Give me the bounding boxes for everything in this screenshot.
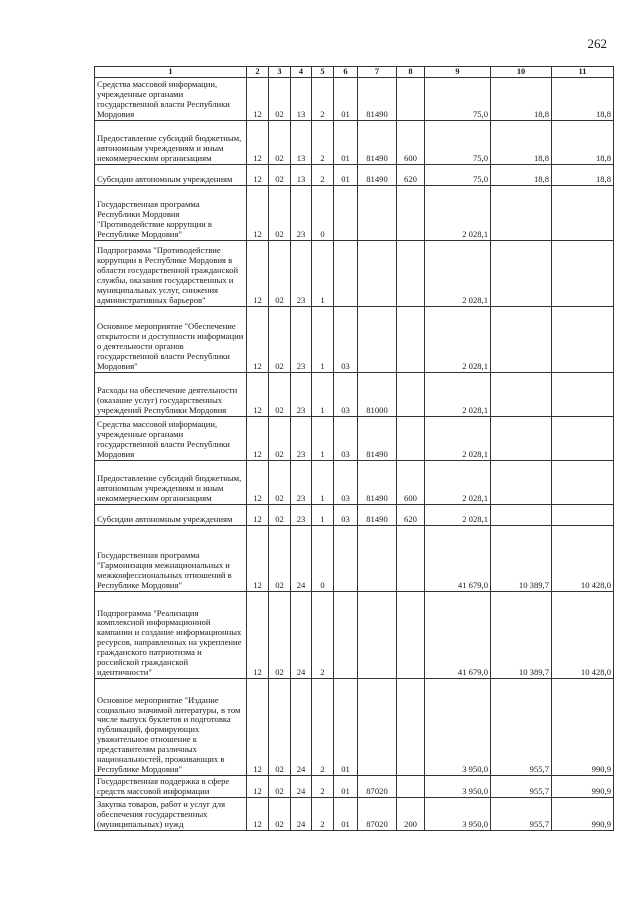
column-header-4: 4 <box>291 67 312 78</box>
cell-event <box>334 591 358 678</box>
cell-pr: 02 <box>269 306 291 372</box>
table-row <box>95 306 614 372</box>
cell-sum-2019: 41 679,0 <box>425 591 491 678</box>
cell-subprogram: 2 <box>312 775 334 797</box>
row-name: Субсидии автономным учреждениям <box>95 164 247 185</box>
cell-rz: 12 <box>247 525 269 591</box>
cell-subprogram: 0 <box>312 525 334 591</box>
cell-subprogram: 1 <box>312 306 334 372</box>
cell-direction <box>358 306 397 372</box>
cell-event: 03 <box>334 372 358 416</box>
cell-vr: 600 <box>397 460 425 504</box>
cell-sum-2021: 18,8 <box>552 77 614 120</box>
cell-sum-2020 <box>491 416 552 460</box>
cell-direction: 81000 <box>358 372 397 416</box>
cell-rz: 12 <box>247 77 269 120</box>
cell-sum-2021: 18,8 <box>552 120 614 164</box>
column-header-1: 1 <box>95 67 247 78</box>
cell-vr <box>397 240 425 306</box>
cell-sum-2019: 2 028,1 <box>425 306 491 372</box>
cell-sum-2021: 990,9 <box>552 678 614 775</box>
cell-sum-2019: 2 028,1 <box>425 372 491 416</box>
cell-event: 01 <box>334 120 358 164</box>
cell-rz: 12 <box>247 164 269 185</box>
column-header-9: 9 <box>425 67 491 78</box>
cell-pr: 02 <box>269 416 291 460</box>
cell-sum-2021: 10 428,0 <box>552 591 614 678</box>
cell-event: 01 <box>334 164 358 185</box>
cell-sum-2021: 10 428,0 <box>552 525 614 591</box>
cell-pr: 02 <box>269 240 291 306</box>
cell-pr: 02 <box>269 525 291 591</box>
cell-vr <box>397 185 425 240</box>
cell-direction: 81490 <box>358 416 397 460</box>
cell-sum-2021 <box>552 185 614 240</box>
cell-subprogram: 1 <box>312 460 334 504</box>
cell-sum-2020: 955,7 <box>491 678 552 775</box>
cell-rz: 12 <box>247 120 269 164</box>
cell-direction <box>358 525 397 591</box>
cell-pr: 02 <box>269 504 291 525</box>
cell-subprogram: 1 <box>312 416 334 460</box>
row-name: Средства массовой информации, учрежденные органами государственной власти Республики Мордовия <box>95 416 247 460</box>
cell-sum-2021 <box>552 240 614 306</box>
cell-subprogram: 0 <box>312 185 334 240</box>
cell-program: 24 <box>291 775 312 797</box>
cell-program: 24 <box>291 797 312 830</box>
cell-pr: 02 <box>269 120 291 164</box>
table-row <box>95 525 614 591</box>
cell-rz: 12 <box>247 240 269 306</box>
row-name: Основное мероприятие "Обеспечение открытости и доступности информации о деятельности органов государственной власти Республики Мордовия" <box>95 306 247 372</box>
cell-program: 23 <box>291 372 312 416</box>
cell-sum-2020 <box>491 504 552 525</box>
cell-sum-2020: 10 389,7 <box>491 591 552 678</box>
cell-sum-2019: 2 028,1 <box>425 240 491 306</box>
cell-direction: 87020 <box>358 775 397 797</box>
table-header <box>95 67 614 78</box>
cell-rz: 12 <box>247 372 269 416</box>
row-name: Основное мероприятие "Издание социально значимой литературы, в том числе выпуск буклетов и подготовка публикаций, формирующих уважительное отношение к представителям различных национальностей, проживающих в Республике Мордовия" <box>95 678 247 775</box>
cell-direction <box>358 185 397 240</box>
cell-direction: 81490 <box>358 77 397 120</box>
cell-event: 01 <box>334 775 358 797</box>
row-name: Государственная программа Республики Мордовия "Противодействие коррупции в Республике Мордовия" <box>95 185 247 240</box>
cell-sum-2020 <box>491 240 552 306</box>
cell-sum-2019: 3 950,0 <box>425 678 491 775</box>
cell-subprogram: 2 <box>312 797 334 830</box>
cell-direction <box>358 678 397 775</box>
cell-rz: 12 <box>247 797 269 830</box>
cell-subprogram: 2 <box>312 678 334 775</box>
cell-direction: 81490 <box>358 120 397 164</box>
column-header-8: 8 <box>397 67 425 78</box>
column-header-2: 2 <box>247 67 269 78</box>
cell-direction <box>358 591 397 678</box>
cell-subprogram: 2 <box>312 164 334 185</box>
column-header-10: 10 <box>491 67 552 78</box>
cell-vr: 620 <box>397 504 425 525</box>
cell-sum-2019: 2 028,1 <box>425 185 491 240</box>
cell-vr <box>397 591 425 678</box>
cell-sum-2021: 990,9 <box>552 775 614 797</box>
cell-pr: 02 <box>269 164 291 185</box>
table-row <box>95 164 614 185</box>
cell-rz: 12 <box>247 185 269 240</box>
cell-sum-2020: 18,8 <box>491 77 552 120</box>
cell-program: 23 <box>291 460 312 504</box>
budget-table <box>94 66 614 831</box>
table-row <box>95 120 614 164</box>
cell-sum-2020 <box>491 185 552 240</box>
cell-sum-2020 <box>491 460 552 504</box>
cell-program: 13 <box>291 77 312 120</box>
cell-program: 24 <box>291 525 312 591</box>
table-row <box>95 460 614 504</box>
cell-pr: 02 <box>269 678 291 775</box>
cell-program: 23 <box>291 504 312 525</box>
cell-program: 23 <box>291 185 312 240</box>
cell-vr <box>397 306 425 372</box>
cell-rz: 12 <box>247 460 269 504</box>
table-row <box>95 372 614 416</box>
row-name: Предоставление субсидий бюджетным, автономным учреждениям и иным некоммерческим организациям <box>95 120 247 164</box>
cell-pr: 02 <box>269 591 291 678</box>
cell-sum-2021: 18,8 <box>552 164 614 185</box>
row-name: Подпрограмма "Противодействие коррупции в Республике Мордовия в области государственной гражданской службы, оказания государственных и муниципальных услуг, снижения административных барьеров" <box>95 240 247 306</box>
cell-vr <box>397 678 425 775</box>
cell-subprogram: 2 <box>312 591 334 678</box>
cell-subprogram: 2 <box>312 120 334 164</box>
cell-direction: 81490 <box>358 504 397 525</box>
cell-event: 03 <box>334 306 358 372</box>
cell-program: 13 <box>291 164 312 185</box>
cell-vr: 620 <box>397 164 425 185</box>
row-name: Субсидии автономным учреждениям <box>95 504 247 525</box>
cell-event: 01 <box>334 77 358 120</box>
table-row <box>95 185 614 240</box>
cell-pr: 02 <box>269 775 291 797</box>
cell-sum-2021 <box>552 504 614 525</box>
table-row <box>95 797 614 830</box>
cell-program: 24 <box>291 591 312 678</box>
cell-pr: 02 <box>269 460 291 504</box>
table-row <box>95 77 614 120</box>
cell-vr: 600 <box>397 120 425 164</box>
cell-sum-2020: 18,8 <box>491 120 552 164</box>
cell-sum-2020: 10 389,7 <box>491 525 552 591</box>
cell-pr: 02 <box>269 77 291 120</box>
cell-sum-2019: 2 028,1 <box>425 504 491 525</box>
cell-rz: 12 <box>247 306 269 372</box>
table-body <box>95 77 614 830</box>
cell-sum-2020 <box>491 306 552 372</box>
cell-sum-2019: 2 028,1 <box>425 416 491 460</box>
cell-program: 24 <box>291 678 312 775</box>
table-row <box>95 504 614 525</box>
cell-sum-2020: 955,7 <box>491 797 552 830</box>
column-header-5: 5 <box>312 67 334 78</box>
cell-program: 13 <box>291 120 312 164</box>
cell-sum-2021 <box>552 306 614 372</box>
cell-sum-2019: 75,0 <box>425 164 491 185</box>
cell-rz: 12 <box>247 504 269 525</box>
cell-subprogram: 1 <box>312 372 334 416</box>
cell-event <box>334 525 358 591</box>
cell-sum-2019: 2 028,1 <box>425 460 491 504</box>
cell-vr <box>397 77 425 120</box>
column-header-6: 6 <box>334 67 358 78</box>
cell-pr: 02 <box>269 797 291 830</box>
cell-pr: 02 <box>269 185 291 240</box>
cell-event: 03 <box>334 416 358 460</box>
cell-direction: 81490 <box>358 164 397 185</box>
cell-direction: 81490 <box>358 460 397 504</box>
row-name: Предоставление субсидий бюджетным, автономным учреждениям и иным некоммерческим организациям <box>95 460 247 504</box>
table-row <box>95 775 614 797</box>
row-name: Подпрограмма "Реализация комплексной информационной кампании и создание информационных ресурсов, направленных на укрепление гражданского патриотизма и российской гражданской идентичности" <box>95 591 247 678</box>
cell-subprogram: 1 <box>312 504 334 525</box>
cell-rz: 12 <box>247 775 269 797</box>
row-name: Государственная поддержка в сфере средств массовой информации <box>95 775 247 797</box>
table-row <box>95 240 614 306</box>
cell-event: 03 <box>334 460 358 504</box>
cell-subprogram: 1 <box>312 240 334 306</box>
cell-event <box>334 240 358 306</box>
header-row <box>95 67 614 78</box>
table-row <box>95 678 614 775</box>
cell-sum-2020: 18,8 <box>491 164 552 185</box>
column-header-11: 11 <box>552 67 614 78</box>
table-row <box>95 591 614 678</box>
cell-subprogram: 2 <box>312 77 334 120</box>
cell-sum-2021 <box>552 460 614 504</box>
cell-vr <box>397 775 425 797</box>
cell-sum-2021: 990,9 <box>552 797 614 830</box>
cell-event: 03 <box>334 504 358 525</box>
cell-rz: 12 <box>247 591 269 678</box>
cell-sum-2019: 3 950,0 <box>425 797 491 830</box>
cell-event: 01 <box>334 678 358 775</box>
cell-sum-2019: 75,0 <box>425 77 491 120</box>
row-name: Средства массовой информации, учрежденные органами государственной власти Республики Мордовия <box>95 77 247 120</box>
table-row <box>95 416 614 460</box>
column-header-7: 7 <box>358 67 397 78</box>
cell-sum-2020: 955,7 <box>491 775 552 797</box>
row-name: Расходы на обеспечение деятельности (оказание услуг) государственных учреждений Республики Мордовия <box>95 372 247 416</box>
cell-program: 23 <box>291 306 312 372</box>
cell-vr <box>397 372 425 416</box>
cell-sum-2020 <box>491 372 552 416</box>
row-name: Государственная программа "Гармонизация межнациональных и межконфессиональных отношений в Республике Мордовия" <box>95 525 247 591</box>
cell-vr: 200 <box>397 797 425 830</box>
cell-rz: 12 <box>247 678 269 775</box>
cell-direction <box>358 240 397 306</box>
cell-sum-2019: 75,0 <box>425 120 491 164</box>
cell-sum-2021 <box>552 372 614 416</box>
cell-pr: 02 <box>269 372 291 416</box>
cell-rz: 12 <box>247 416 269 460</box>
row-name: Закупка товаров, работ и услуг для обеспечения государственных (муниципальных) нужд <box>95 797 247 830</box>
cell-sum-2019: 41 679,0 <box>425 525 491 591</box>
cell-sum-2019: 3 950,0 <box>425 775 491 797</box>
page-number: 262 <box>587 36 607 51</box>
cell-sum-2021 <box>552 416 614 460</box>
cell-event: 01 <box>334 797 358 830</box>
cell-vr <box>397 525 425 591</box>
cell-program: 23 <box>291 240 312 306</box>
cell-vr <box>397 416 425 460</box>
cell-event <box>334 185 358 240</box>
cell-program: 23 <box>291 416 312 460</box>
cell-direction: 87020 <box>358 797 397 830</box>
column-header-3: 3 <box>269 67 291 78</box>
